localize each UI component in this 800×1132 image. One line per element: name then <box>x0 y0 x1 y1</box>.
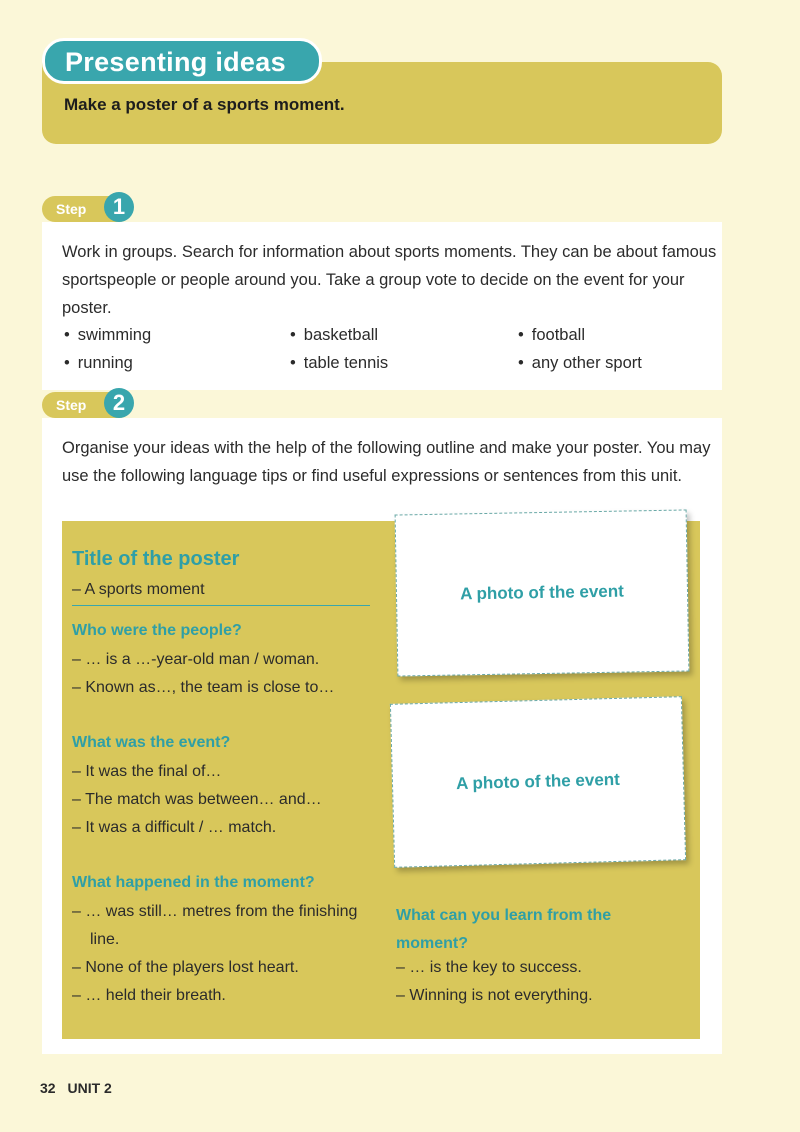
photo-caption: A photo of the event <box>459 581 624 604</box>
page-number: 32 <box>40 1080 56 1096</box>
people-line: – Known as…, the team is close to… <box>72 674 334 702</box>
event-line: – It was a difficult / … match. <box>72 814 276 842</box>
moment-heading: What happened in the moment? <box>72 874 315 891</box>
step2-badge <box>42 392 132 418</box>
poster-title-heading: Title of the poster <box>72 548 240 570</box>
learn-heading: What can you learn from the moment? <box>396 907 612 952</box>
photo-caption: A photo of the event <box>455 769 621 794</box>
people-line: – … is a …-year-old man / woman. <box>72 646 319 674</box>
moment-line <box>72 898 380 954</box>
step1-badge <box>42 196 132 222</box>
event-line: – It was the final of… <box>72 758 221 786</box>
page-footer <box>40 1080 112 1096</box>
task-instruction: Make a poster of a sports moment. <box>64 95 345 114</box>
photo-placeholder <box>390 696 686 868</box>
unit-label: UNIT 2 <box>67 1080 112 1096</box>
bullet-basketball: • basketball <box>290 326 378 345</box>
step-number: 1 <box>104 192 134 222</box>
step1-text: Work in groups. Search for information about sports moments. They can be about famous sportspeople or people around you. Take a group vote to decide on the event for your poster. <box>62 243 717 317</box>
people-heading: Who were the people? <box>72 622 242 639</box>
step-label: Step <box>56 201 87 217</box>
step-label: Step <box>56 397 87 413</box>
section-title: Presenting ideas <box>42 38 322 84</box>
event-heading: What was the event? <box>72 734 231 751</box>
bullet-football: • football <box>518 326 585 345</box>
learn-line: – … is the key to success. <box>396 954 582 982</box>
event-line: – The match was between… and… <box>72 786 322 814</box>
moment-line-text: … was still… metres from the finishing line. <box>85 903 358 948</box>
bullet-any-other-sport: • any other sport <box>518 354 642 373</box>
step2-text: Organise your ideas with the help of the following outline and make your poster. You may use the following language tips or find useful expressions or sentences from this unit. <box>62 439 711 485</box>
poster-title-line: – A sports moment <box>72 576 205 604</box>
learn-line: – Winning is not everything. <box>396 982 593 1010</box>
bullet-table-tennis: • table tennis <box>290 354 388 373</box>
bullet-swimming: • swimming <box>64 326 151 345</box>
step-number: 2 <box>104 388 134 418</box>
bullet-running: • running <box>64 354 133 373</box>
divider <box>72 605 370 606</box>
moment-line: – … held their breath. <box>72 982 226 1010</box>
moment-line: – None of the players lost heart. <box>72 954 299 982</box>
photo-placeholder <box>395 509 690 676</box>
